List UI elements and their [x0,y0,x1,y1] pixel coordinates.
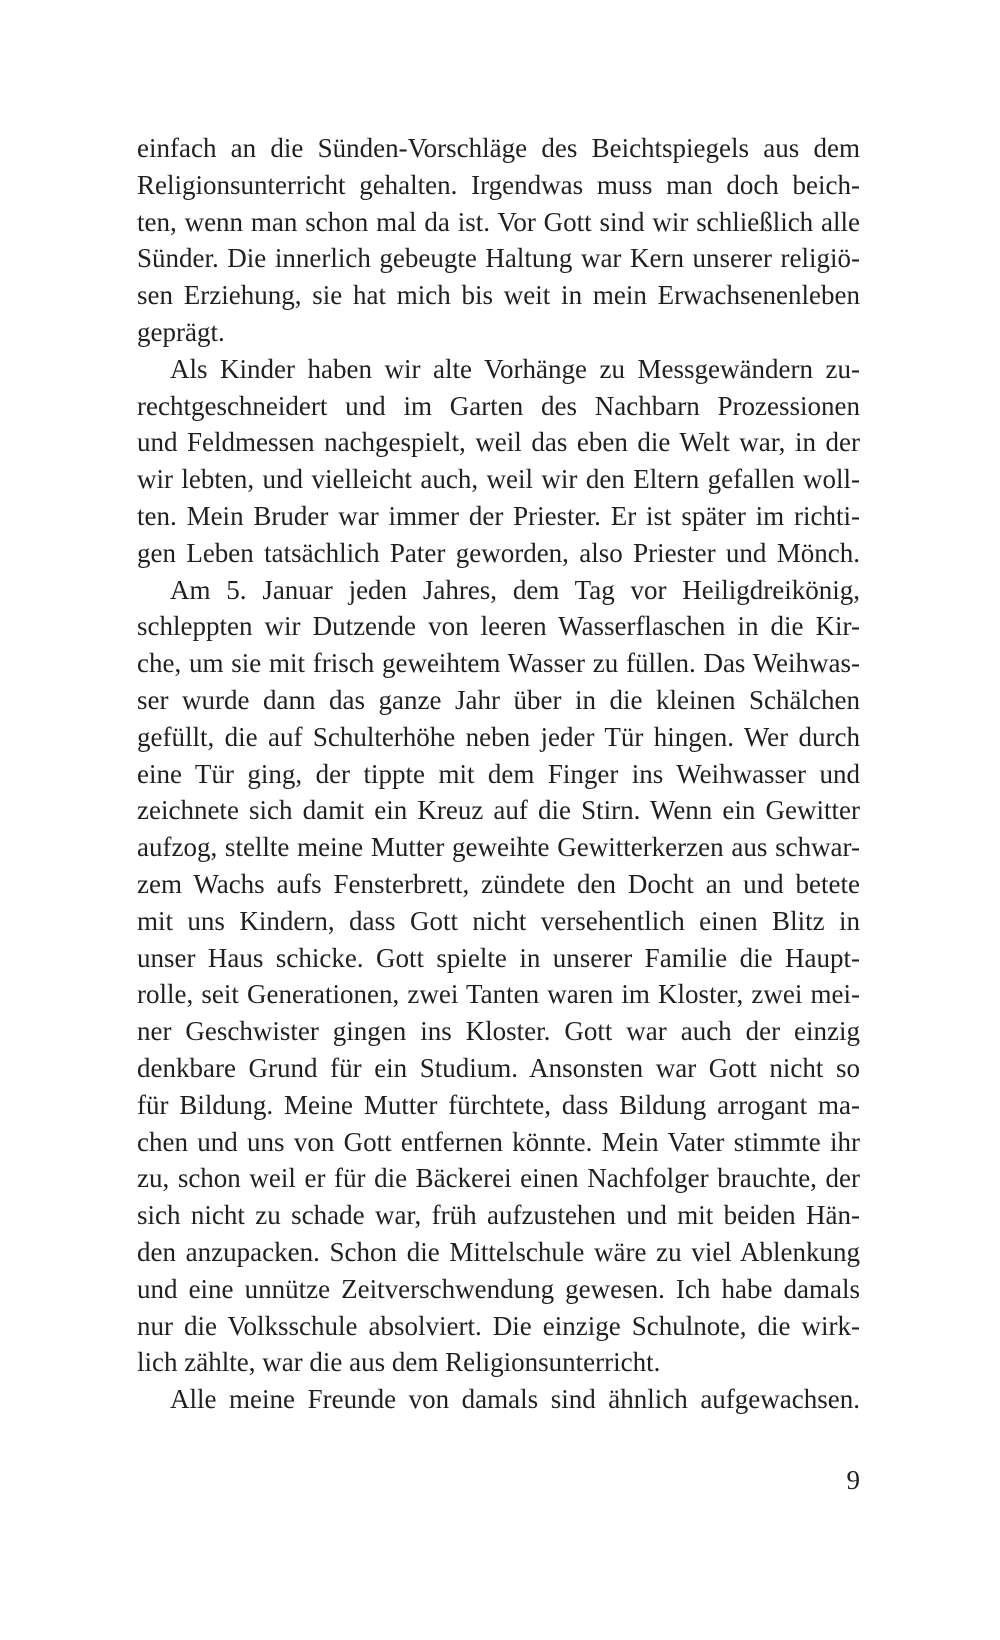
text-line: und Feldmessen nachgespielt, weil das eben die Welt war, in der [137,427,860,458]
text-line: ser wurde dann das ganze Jahr über in die kleinen Schälchen [137,684,860,715]
text-line: lich zählte, war die aus dem Religionsunterricht. [137,1347,661,1378]
text-line: Religionsunterricht gehalten. Irgendwas muss man doch beich- [137,169,860,200]
text-line: gen Leben tatsächlich Pater geworden, also Priester und Mönch. [137,537,860,568]
text-line: zem Wachs aufs Fensterbrett, zündete den Docht an und betete [137,868,860,899]
page-number: 9 [846,1465,860,1495]
text-line: nur die Volksschule absolviert. Die einzige Schulnote, die wirk- [137,1310,860,1341]
text-line: che, um sie mit frisch geweihtem Wasser zu füllen. Das Weihwas- [137,648,860,679]
text-line: zeichnete sich damit ein Kreuz auf die Stirn. Wenn ein Gewitter [137,795,860,826]
text-line: Am 5. Januar jeden Jahres, dem Tag vor Heiligdreikönig, [170,574,860,605]
text-line: Sünder. Die innerlich gebeugte Haltung war Kern unserer religiö- [137,243,860,274]
text-line: ten, wenn man schon mal da ist. Vor Gott sind wir schließlich alle [137,206,860,237]
text-line: aufzog, stellte meine Mutter geweihte Gewitterkerzen aus schwar- [137,832,860,863]
text-line: ten. Mein Bruder war immer der Priester. Er ist später im richti- [137,500,860,531]
text-line: Als Kinder haben wir alte Vorhänge zu Messgewändern zu- [170,353,860,384]
body-text [137,130,860,1418]
text-line: unser Haus schicke. Gott spielte in unserer Familie die Haupt- [137,942,860,973]
text-line: zu, schon weil er für die Bäckerei einen Nachfolger brauchte, der [137,1163,860,1194]
text-line: eine Tür ging, der tippte mit dem Finger ins Weihwasser und [137,758,860,789]
text-line: und eine unnütze Zeitverschwendung gewesen. Ich habe damals [137,1273,860,1304]
text-line: chen und uns von Gott entfernen könnte. Mein Vater stimmte ihr [137,1126,860,1157]
text-line: denkbare Grund für ein Studium. Ansonsten war Gott nicht so [137,1052,860,1083]
text-line: sen Erziehung, sie hat mich bis weit in mein Erwachsenenleben [137,280,860,311]
text-line: rolle, seit Generationen, zwei Tanten waren im Kloster, zwei mei- [137,979,860,1010]
text-line: ner Geschwister gingen ins Kloster. Gott war auch der einzig [137,1016,860,1047]
text-line: einfach an die Sünden-Vorschläge des Beichtspiegels aus dem [137,133,860,163]
text-line: den anzupacken. Schon die Mittelschule wäre zu viel Ablenkung [137,1236,860,1267]
text-line: mit uns Kindern, dass Gott nicht versehentlich einen Blitz in [137,905,860,936]
text-line: rechtgeschneidert und im Garten des Nachbarn Prozessionen [137,390,860,421]
text-line: sich nicht zu schade war, früh aufzustehen und mit beiden Hän- [137,1200,860,1231]
text-line: geprägt. [137,316,225,347]
text-line: gefüllt, die auf Schulterhöhe neben jeder Tür hingen. Wer durch [137,721,860,752]
text-line: Alle meine Freunde von damals sind ähnlich aufgewachsen. [170,1384,860,1415]
text-line: wir lebten, und vielleicht auch, weil wir den Eltern gefallen woll- [137,464,860,495]
text-line: schleppten wir Dutzende von leeren Wasserflaschen in die Kir- [137,611,860,642]
text-line: für Bildung. Meine Mutter fürchtete, dass Bildung arrogant ma- [137,1089,860,1120]
